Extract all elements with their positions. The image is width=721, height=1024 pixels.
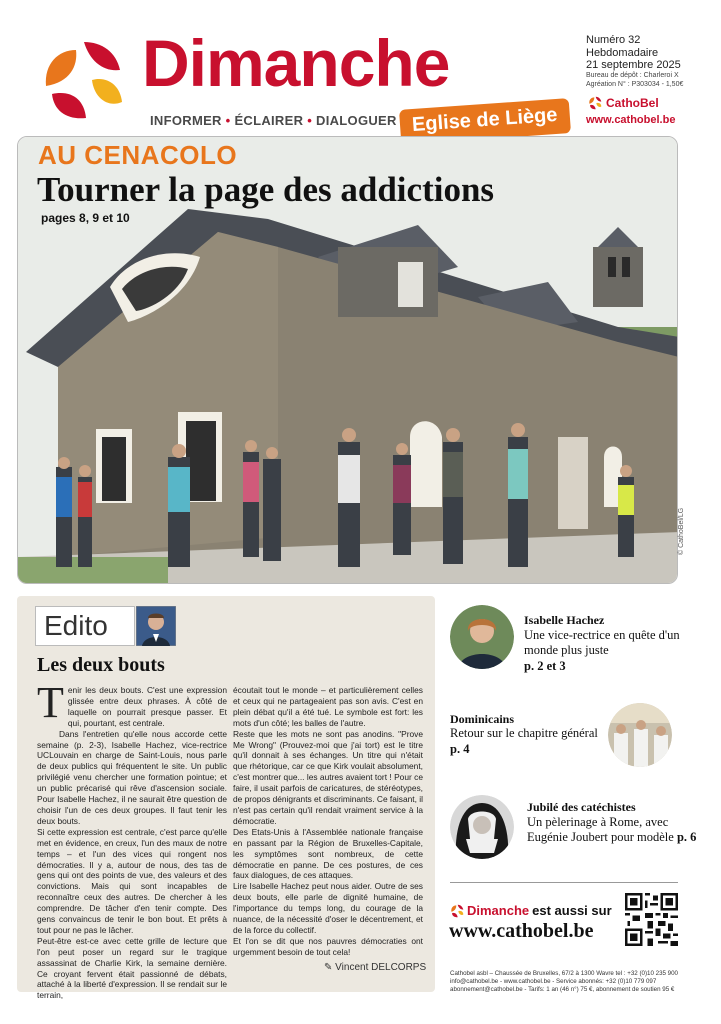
dimanche-small-logo-icon	[450, 904, 464, 918]
feature-headline: Tourner la page des addictions	[37, 170, 495, 209]
edito-paragraph: Dans l'entretien qu'elle nous accorde cette semaine (p. 2-3), Isabelle Hachez, vice-rectrice UCLouvain en charge de Saint-Louis, nous parle de deux publics qui fréquentent le site. Un public privilégié venu chercher une formation pointue; et un public précarisé qui rêve d'ascension sociale. Pour Isabelle Hachez, il ne saurait être question de choisir l'un de ces deux groupes. Il faut tenir les deux bouts.	[37, 728, 227, 826]
teaser-text: Une vice-rectrice en quête d'un monde plus juste	[524, 628, 680, 657]
teaser-photo-hachez	[450, 605, 514, 669]
edito-column-2	[233, 685, 423, 958]
issue-info	[586, 34, 696, 89]
colophon	[450, 970, 685, 994]
issue-number: Numéro 32	[586, 34, 641, 46]
pen-icon: ✎	[324, 962, 333, 973]
cathobel-logo: CathoBel	[588, 96, 659, 110]
edito-author-portrait	[136, 606, 176, 646]
issue-frequency: Hebdomadaire	[586, 46, 659, 59]
teaser-text: Un pèlerinage à Rome, avec Eugénie Joubert pour modèle p. 6	[527, 815, 697, 844]
edito-paragraph: Des Etats-Unis à l'Assemblée nationale française en passant par la Région de Bruxelles-Capitale, les symptômes sont nombreux, de cette démocratie en panne. De ces postures, de ces faux dialogues, de ces attaques.	[233, 826, 423, 881]
edito-title: Les deux bouts	[37, 654, 165, 676]
promo-url-link[interactable]: www.cathobel.be	[449, 920, 594, 942]
edito-paragraph: Reste que les mots ne sont pas anodins. "Prove Me Wrong" (Prouvez-moi que j'ai tort) est le titre qu'il donnait à ses échanges. Un titre qui n'était que rhétorique, car ce que Kirk voulait absolument, c'est montrer que... les autres avaient tort ! Pour ce faire, il usait parfois de caricatures, de stéréotypes, de propos dénigrants et discriminants. Ce faisant, il n'est pas certain qu'il rendait vraiment service à la démocratie.	[233, 728, 423, 826]
legal-line-1: Bureau de dépôt : Charleroi X	[586, 71, 679, 79]
edito-paragraph: Si cette expression est centrale, c'est parce qu'elle met en évidence, en creux, l'un des maux de notre temps – et l'un des vices qui rongent nos démocraties. Il y a, autour de nous, des tas de gens qui ont des points de vue, des valeurs et des convictions. Mais qui sont incapables de reconnaître ceux des autres. De chercher à les comprendre. De tâcher d'en tenir compte. Des gens convaincus de tenir le bon bout. Et prêts à tout pour ne pas le lâcher.	[37, 826, 227, 935]
edito-dropcap: T	[37, 678, 64, 727]
teaser-page: p. 4	[450, 742, 470, 756]
edito-paragraph: Lire Isabelle Hachez peut nous aider. Outre de ses deux bouts, elle parle de dignité humaine, de l'importance du temps long, du courage de la nuance, de la nécessité d'oser le décentrement, et de la force du collectif.	[233, 881, 423, 935]
site-url-link[interactable]: www.cathobel.be	[586, 114, 676, 126]
teaser-page: p. 2 et 3	[524, 659, 566, 673]
teaser-photo-dominicains	[608, 703, 672, 767]
edito-label: Edito	[35, 606, 135, 646]
edito-paragraph: Et l'on se dit que nos pauvres démocraties ont urgemment besoin de tout cela!	[233, 935, 423, 957]
colophon-line: Cathobel asbl – Chaussée de Bruxelles, 67/2 à 1300 Wavre tel : +32 (0)10 235 900	[450, 970, 678, 977]
edito-signature: ✎ Vincent DELCORPS	[324, 962, 427, 973]
cathobel-logo-icon	[588, 96, 602, 110]
qr-code-icon[interactable]	[625, 893, 678, 946]
issue-date: 21 septembre 2025	[586, 59, 681, 72]
teaser-photo-joubert	[450, 795, 514, 859]
edito-paragraph: Peut-être est-ce avec cette grille de lecture que l'on peut poser un regard sur le tragique assassinat de Charlie Kirk, la semaine dernière. Ce croyant fervent était passionné de débats, attaché à la liberté d'expression. Il se rendait sur le terrain,	[37, 935, 227, 1001]
edito-column-1	[37, 678, 227, 1001]
edito-paragraph: enir les deux bouts. C'est une expression glissée entre deux phrases. À côté de laquelle on pourrait presque passer. Et qui, pourtant, est centrale.	[67, 685, 227, 728]
edition-badge: Eglise de Liège	[399, 98, 571, 145]
divider	[450, 882, 678, 883]
feature-kicker: AU CENACOLO	[38, 140, 238, 170]
teaser-title: Isabelle Hachez	[524, 613, 605, 627]
teaser-title: Jubilé des catéchistes	[527, 800, 636, 814]
promo-line: Dimanche est aussi sur	[450, 903, 612, 918]
dimanche-logo-icon	[40, 36, 126, 122]
edito-paragraph: écoutait tout le monde – et particulièrement celles et ceux qui ne partageaient pas son avis. C'est en plein débat qu'il a été tué. Le symbole est fort: les mots d'un côté; les balles de l'autre.	[233, 685, 423, 728]
teaser-page: p. 6	[676, 830, 697, 844]
masthead-tagline: INFORMER • ÉCLAIRER • DIALOGUER	[150, 113, 397, 128]
colophon-line: abonnement@cathobel.be - Tarifs: 1 an (46 n°) 75 €, abonnement de soutien 95 €	[450, 986, 675, 993]
legal-line-2: Agréation N° : P303034 - 1,50€	[586, 80, 684, 88]
teaser-text: Retour sur le chapitre général	[450, 726, 598, 740]
feature-pages: pages 8, 9 et 10	[41, 211, 130, 225]
teaser-title: Dominicains	[450, 712, 515, 726]
photo-credit: © CathoBel/LG	[678, 507, 685, 555]
masthead-title: Dimanche	[142, 26, 450, 100]
colophon-line: info@cathobel.be - www.cathobel.be - Service abonnés: +32 (0)10 779 097	[450, 978, 657, 985]
